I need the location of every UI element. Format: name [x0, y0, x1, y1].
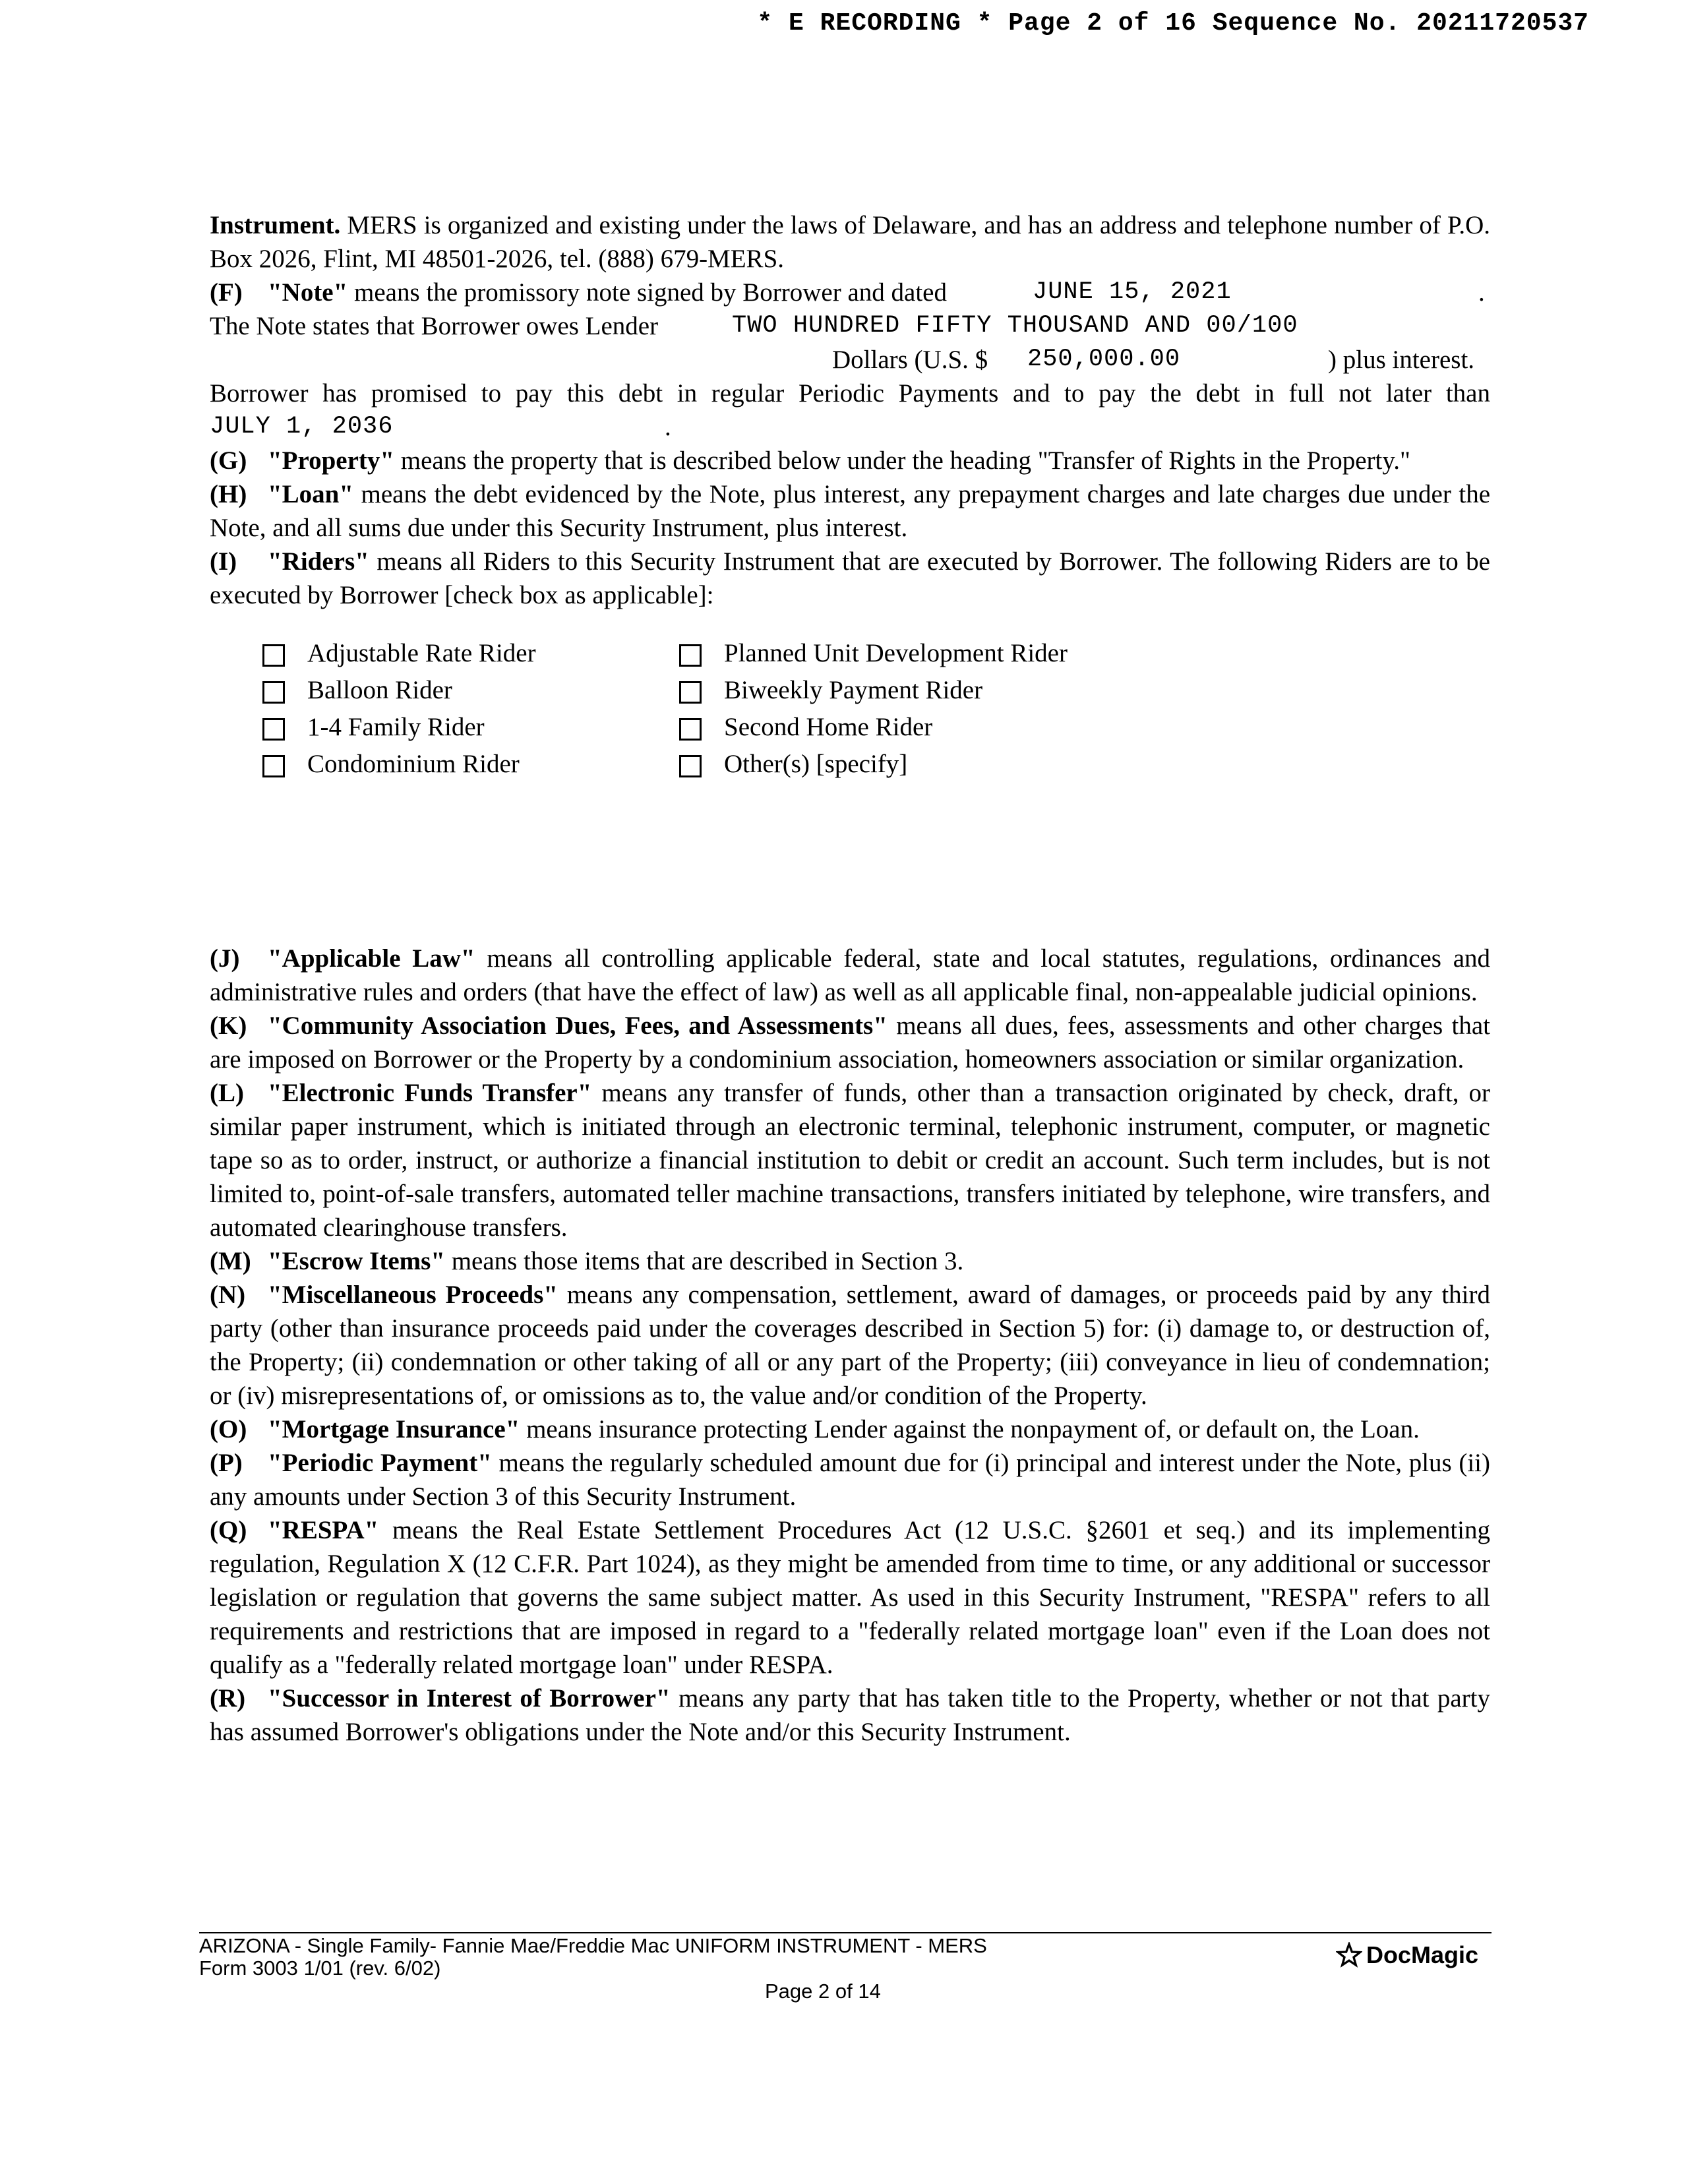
footer-divider — [199, 1932, 1492, 1933]
promise-text: Borrower has promised to pay this debt in regular Periodic Payments and to pay the debt in full not later than — [210, 379, 1490, 408]
checkbox[interactable] — [679, 644, 702, 667]
note-date-end: . — [1478, 278, 1485, 307]
definition-l: (L) "Electronic Funds Transfer" means any transfer of funds, other than a transaction originated by check, draft, or similar paper instrument, which is initiated through an electronic terminal, telephonic instrument, computer, or magnetic tape so as to order, instruct, or authorize a financial institution to debit or credit an account. Such term includes, but is not limited to, point-of-sale transfers, automated teller machine transactions, transfers initiated by telephone, wire transfers, and automated clearinghouse transfers. — [210, 1079, 1490, 1242]
checkbox[interactable] — [262, 681, 285, 704]
note-owes-line — [210, 309, 1490, 343]
definition-text: MERS is organized and existing under the laws of Delaware, and has an address and telephone number of P.O. Box 2026, Flint, MI 48501-2026, tel. (888) 679-MERS. — [210, 211, 1491, 273]
rider-1-4-family[interactable] — [262, 708, 485, 745]
page-number: Page 2 of 14 — [765, 1980, 881, 2003]
loan-amount: 250,000.00 — [1027, 346, 1181, 373]
instrument-paragraph — [210, 208, 1490, 276]
definition-k: (K) "Community Association Dues, Fees, and Assessments" means all dues, fees, assessments and other charges that are imposed on Borrower or the Property by a condominium association, homeowners association or similar organization. — [210, 1012, 1491, 1074]
definition-tag: (F) "Note" means the promissory note signed by Borrower and dated — [210, 278, 947, 307]
maturity-end: . — [665, 413, 671, 441]
definition-r: (R) "Successor in Interest of Borrower" means any party that has taken title to the Property, whether or not that party has assumed Borrower's obligations under the Note and/or this Security Instrument. — [210, 1684, 1491, 1746]
rider-adjustable-rate[interactable] — [262, 634, 536, 671]
definition-i: (I) "Riders" means all Riders to this Security Instrument that are executed by Borrower. The following Riders are to be executed by Borrower [check box as applicable]: — [210, 547, 1490, 609]
checkbox[interactable] — [679, 718, 702, 741]
star-icon — [1336, 1942, 1362, 1968]
definition-o: (O) "Mortgage Insurance" means insurance protecting Lender against the nonpayment of, or default on, the Loan. — [210, 1415, 1420, 1443]
maturity-line — [210, 410, 1490, 444]
definition-g: (G) "Property" means the property that is described below under the heading "Transfer of Rights in the Property." — [210, 446, 1410, 475]
rider-other[interactable] — [679, 745, 907, 782]
rider-condominium[interactable] — [262, 745, 520, 782]
dollars-label: Dollars (U.S. $ — [832, 346, 988, 374]
checkbox[interactable] — [679, 681, 702, 704]
maturity-date: JULY 1, 2036 — [210, 413, 394, 440]
footer-form-line1: ARIZONA - Single Family- Fannie Mae/Freddie Mac UNIFORM INSTRUMENT - MERS — [199, 1934, 987, 1957]
checkbox[interactable] — [262, 718, 285, 741]
footer-form-info — [199, 1935, 987, 1980]
definition-q: (Q) "RESPA" means the Real Estate Settlement Procedures Act (12 U.S.C. §2601 et seq.) and its implementing regulation, Regulation X (12 C.F.R. Part 1024), as they might be amended from time to time, or any additional or successor legislation or regulation that governs the same subject matter. As used in this Security Instrument, "RESPA" refers to all requirements and restrictions that are imposed in regard to a "federally related mortgage loan" even if the Loan does not qualify as a "federally related mortgage loan" under RESPA. — [210, 1516, 1491, 1679]
rider-label: Planned Unit Development Rider — [724, 638, 1068, 667]
defined-term: Instrument. — [210, 211, 341, 239]
rider-pud[interactable] — [679, 634, 1068, 671]
definition-h: (H) "Loan" means the debt evidenced by the Note, plus interest, any prepayment charges and late charges due under the Note, and all sums due under this Security Instrument, plus interest. — [210, 480, 1490, 542]
logo-text: DocMagic — [1366, 1941, 1478, 1968]
checkbox[interactable] — [262, 644, 285, 667]
checkbox[interactable] — [262, 755, 285, 777]
rider-label: Balloon Rider — [307, 675, 452, 704]
definition-p: (P) "Periodic Payment" means the regularly scheduled amount due for (i) principal and interest under the Note, plus (ii) any amounts under Section 3 of this Security Instrument. — [210, 1449, 1490, 1511]
checkbox[interactable] — [679, 755, 702, 777]
amount-words: TWO HUNDRED FIFTY THOUSAND AND 00/100 — [732, 312, 1298, 340]
definition-j: (J) "Applicable Law" means all controlling applicable federal, state and local statutes, regulations, ordinances and administrative rules and orders (that have the effect of law) as well as all applicable final, non-appealable judicial opinions. — [210, 944, 1491, 1006]
rider-label: Condominium Rider — [307, 749, 520, 778]
recording-header: * E RECORDING * Page 2 of 16 Sequence No. 20211720537 — [757, 9, 1589, 38]
rider-biweekly[interactable] — [679, 671, 982, 708]
rider-label: Adjustable Rate Rider — [307, 638, 536, 667]
note-date: JUNE 15, 2021 — [1033, 278, 1232, 306]
definition-n: (N) "Miscellaneous Proceeds" means any compensation, settlement, award of damages, or proceeds paid by any third party (other than insurance proceeds paid under the coverages described in Section 5) for: (i) damage to, or destruction of, the Property; (ii) condemnation or other taking of all or any part of the Property; (iii) conveyance in lieu of condemnation; or (iv) misrepresentations of, or omissions as to, the value and/or condition of the Property. — [210, 1281, 1491, 1410]
definition-m: (M) "Escrow Items" means those items that are described in Section 3. — [210, 1247, 964, 1275]
owes-text: The Note states that Borrower owes Lender — [210, 312, 659, 340]
note-definition-line — [210, 276, 1490, 309]
document-body — [210, 208, 1490, 1749]
note-dollars-line — [210, 343, 1490, 377]
rider-label: 1-4 Family Rider — [307, 712, 485, 741]
plus-interest: ) plus interest. — [1328, 346, 1475, 374]
riders-checklist — [210, 634, 1490, 802]
spacer — [210, 802, 1490, 942]
rider-label: Second Home Rider — [724, 712, 933, 741]
footer-form-line2: Form 3003 1/01 (rev. 6/02) — [199, 1957, 441, 1980]
rider-second-home[interactable] — [679, 708, 932, 745]
rider-balloon[interactable] — [262, 671, 452, 708]
docmagic-logo — [1336, 1941, 1478, 1969]
rider-label: Other(s) [specify] — [724, 749, 908, 778]
rider-label: Biweekly Payment Rider — [724, 675, 983, 704]
